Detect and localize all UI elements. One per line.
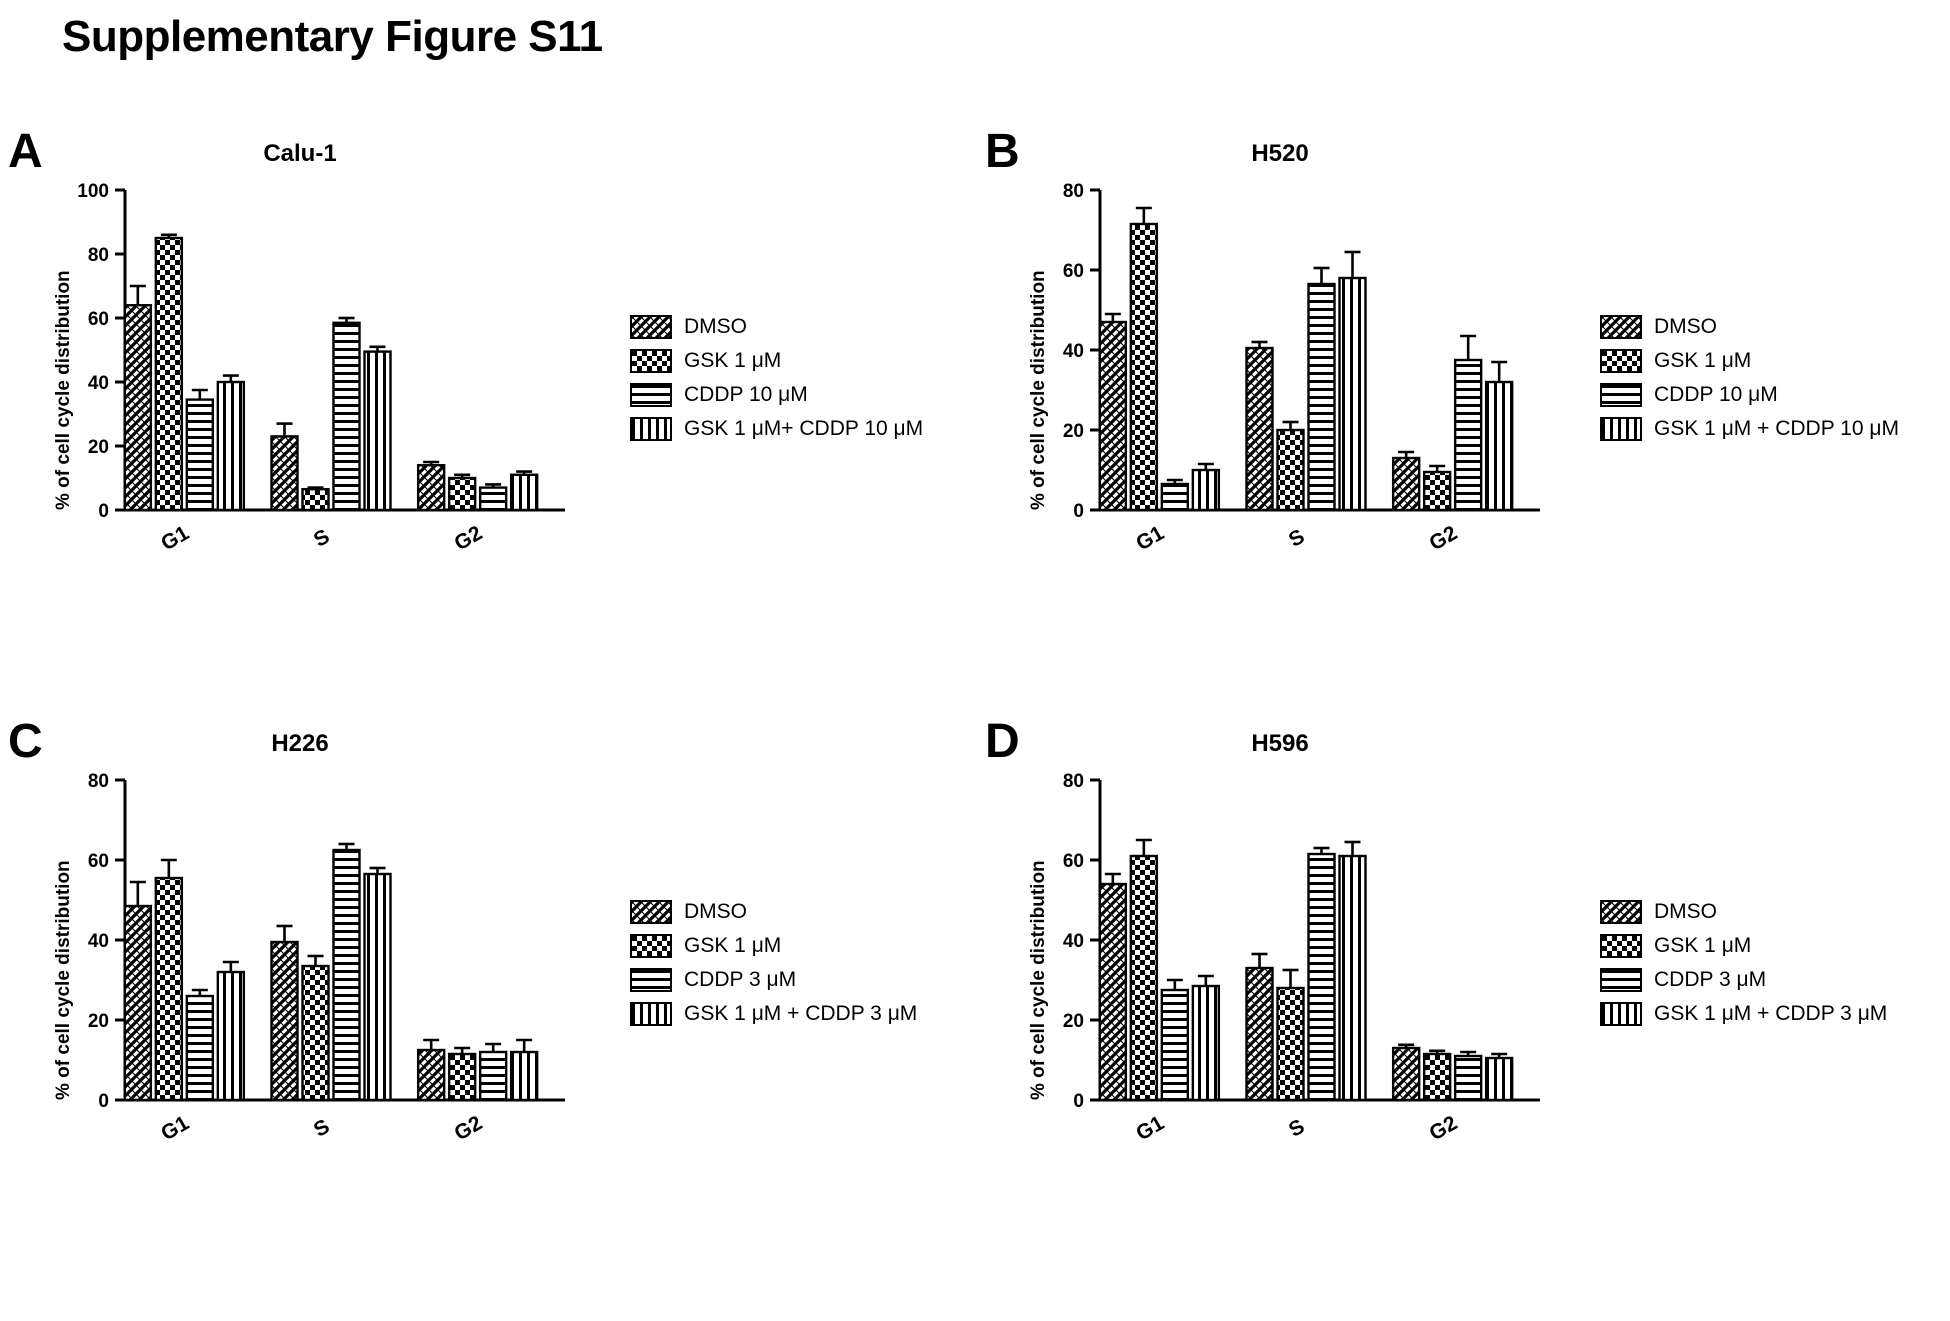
legend-label: GSK 1 μM <box>684 934 782 957</box>
panel-title: H520 <box>1251 140 1309 167</box>
svg-text:20: 20 <box>1062 421 1084 442</box>
legend-label: GSK 1 μM + CDDP 3 μM <box>1654 1002 1888 1025</box>
svg-text:G2: G2 <box>450 1111 487 1146</box>
y-axis-label: % of cell cycle distribution <box>53 270 74 510</box>
svg-text:S: S <box>1284 524 1309 552</box>
svg-text:G2: G2 <box>1425 1111 1462 1146</box>
svg-text:0: 0 <box>98 501 109 522</box>
legend-label: GSK 1 μM + CDDP 10 μM <box>1654 417 1899 440</box>
svg-text:60: 60 <box>87 309 109 330</box>
legend-item <box>630 378 923 412</box>
legend-swatch-vertical-icon <box>630 1002 672 1026</box>
legend-label: GSK 1 μM <box>1654 349 1752 372</box>
legend-swatch-horizontal-icon <box>630 968 672 992</box>
svg-text:80: 80 <box>87 245 109 266</box>
legend-label: CDDP 3 μM <box>684 968 797 991</box>
legend-label: GSK 1 μM+ CDDP 10 μM <box>684 417 924 440</box>
svg-text:G1: G1 <box>1132 521 1168 556</box>
legend-label: CDDP 3 μM <box>1654 968 1767 991</box>
svg-text:S: S <box>1284 1114 1309 1142</box>
legend-swatch-cross-hatch-icon <box>630 315 672 339</box>
svg-text:80: 80 <box>1062 181 1084 202</box>
legend-swatch-checker-icon <box>630 349 672 373</box>
svg-text:20: 20 <box>1062 1011 1084 1032</box>
legend-swatch-vertical-icon <box>1600 417 1642 441</box>
legend-label: GSK 1 μM <box>1654 934 1752 957</box>
plot-area <box>55 770 635 1200</box>
svg-text:20: 20 <box>87 437 109 458</box>
svg-text:60: 60 <box>87 851 109 872</box>
legend-label: GSK 1 μM <box>684 349 782 372</box>
panel-title: H226 <box>271 730 329 757</box>
svg-text:40: 40 <box>87 373 109 394</box>
legend-swatch-vertical-icon <box>1600 1002 1642 1026</box>
legend-item <box>1600 963 1887 997</box>
svg-text:G2: G2 <box>1425 521 1462 556</box>
chart-legend <box>1600 310 1899 446</box>
plot-area <box>55 180 635 610</box>
plot-area <box>1030 770 1610 1200</box>
y-axis-label: % of cell cycle distribution <box>53 860 74 1100</box>
legend-item <box>630 344 923 378</box>
plot-area <box>1030 180 1610 610</box>
legend-label: DMSO <box>1654 900 1717 923</box>
svg-text:S: S <box>309 1114 334 1142</box>
y-axis-label: % of cell cycle distribution <box>1028 860 1049 1100</box>
y-axis-label: % of cell cycle distribution <box>1028 270 1049 510</box>
svg-text:60: 60 <box>1062 851 1084 872</box>
legend-item <box>630 310 923 344</box>
svg-text:80: 80 <box>1062 771 1084 792</box>
panel-letter: A <box>8 125 43 178</box>
legend-item <box>630 963 917 997</box>
svg-text:0: 0 <box>1073 501 1084 522</box>
panel-letter: C <box>8 715 43 768</box>
legend-swatch-horizontal-icon <box>1600 383 1642 407</box>
chart-legend <box>630 310 923 446</box>
svg-text:0: 0 <box>1073 1091 1084 1112</box>
legend-item <box>1600 997 1887 1031</box>
svg-text:G1: G1 <box>1132 1111 1168 1146</box>
legend-label: CDDP 10 μM <box>684 383 808 406</box>
svg-text:40: 40 <box>1062 931 1084 952</box>
legend-swatch-vertical-icon <box>630 417 672 441</box>
svg-text:40: 40 <box>87 931 109 952</box>
legend-swatch-checker-icon <box>630 934 672 958</box>
legend-swatch-cross-hatch-icon <box>1600 900 1642 924</box>
legend-item <box>1600 310 1899 344</box>
panel-title: H596 <box>1251 730 1309 757</box>
legend-swatch-horizontal-icon <box>1600 968 1642 992</box>
legend-item <box>1600 412 1899 446</box>
legend-label: DMSO <box>684 315 747 338</box>
svg-text:G1: G1 <box>157 1111 193 1146</box>
svg-text:G1: G1 <box>157 521 193 556</box>
legend-swatch-checker-icon <box>1600 934 1642 958</box>
legend-swatch-checker-icon <box>1600 349 1642 373</box>
chart-legend <box>630 895 917 1031</box>
svg-text:0: 0 <box>98 1091 109 1112</box>
svg-text:80: 80 <box>87 771 109 792</box>
legend-item <box>630 997 917 1031</box>
panel-title: Calu-1 <box>263 140 337 167</box>
legend-swatch-cross-hatch-icon <box>630 900 672 924</box>
legend-swatch-horizontal-icon <box>630 383 672 407</box>
legend-item <box>1600 378 1899 412</box>
svg-text:60: 60 <box>1062 261 1084 282</box>
legend-swatch-cross-hatch-icon <box>1600 315 1642 339</box>
legend-label: DMSO <box>1654 315 1717 338</box>
legend-item <box>1600 895 1887 929</box>
legend-item <box>630 929 917 963</box>
legend-item <box>1600 344 1899 378</box>
legend-label: DMSO <box>684 900 747 923</box>
legend-label: GSK 1 μM + CDDP 3 μM <box>684 1002 918 1025</box>
svg-text:S: S <box>309 524 334 552</box>
svg-text:20: 20 <box>87 1011 109 1032</box>
legend-item <box>630 895 917 929</box>
legend-item <box>630 412 923 446</box>
legend-item <box>1600 929 1887 963</box>
legend-label: CDDP 10 μM <box>1654 383 1778 406</box>
svg-text:40: 40 <box>1062 341 1084 362</box>
panel-letter: B <box>985 125 1020 178</box>
chart-legend <box>1600 895 1887 1031</box>
panel-letter: D <box>985 715 1020 768</box>
svg-text:100: 100 <box>77 181 109 202</box>
page-title: Supplementary Figure S11 <box>62 12 603 61</box>
svg-text:G2: G2 <box>450 521 487 556</box>
